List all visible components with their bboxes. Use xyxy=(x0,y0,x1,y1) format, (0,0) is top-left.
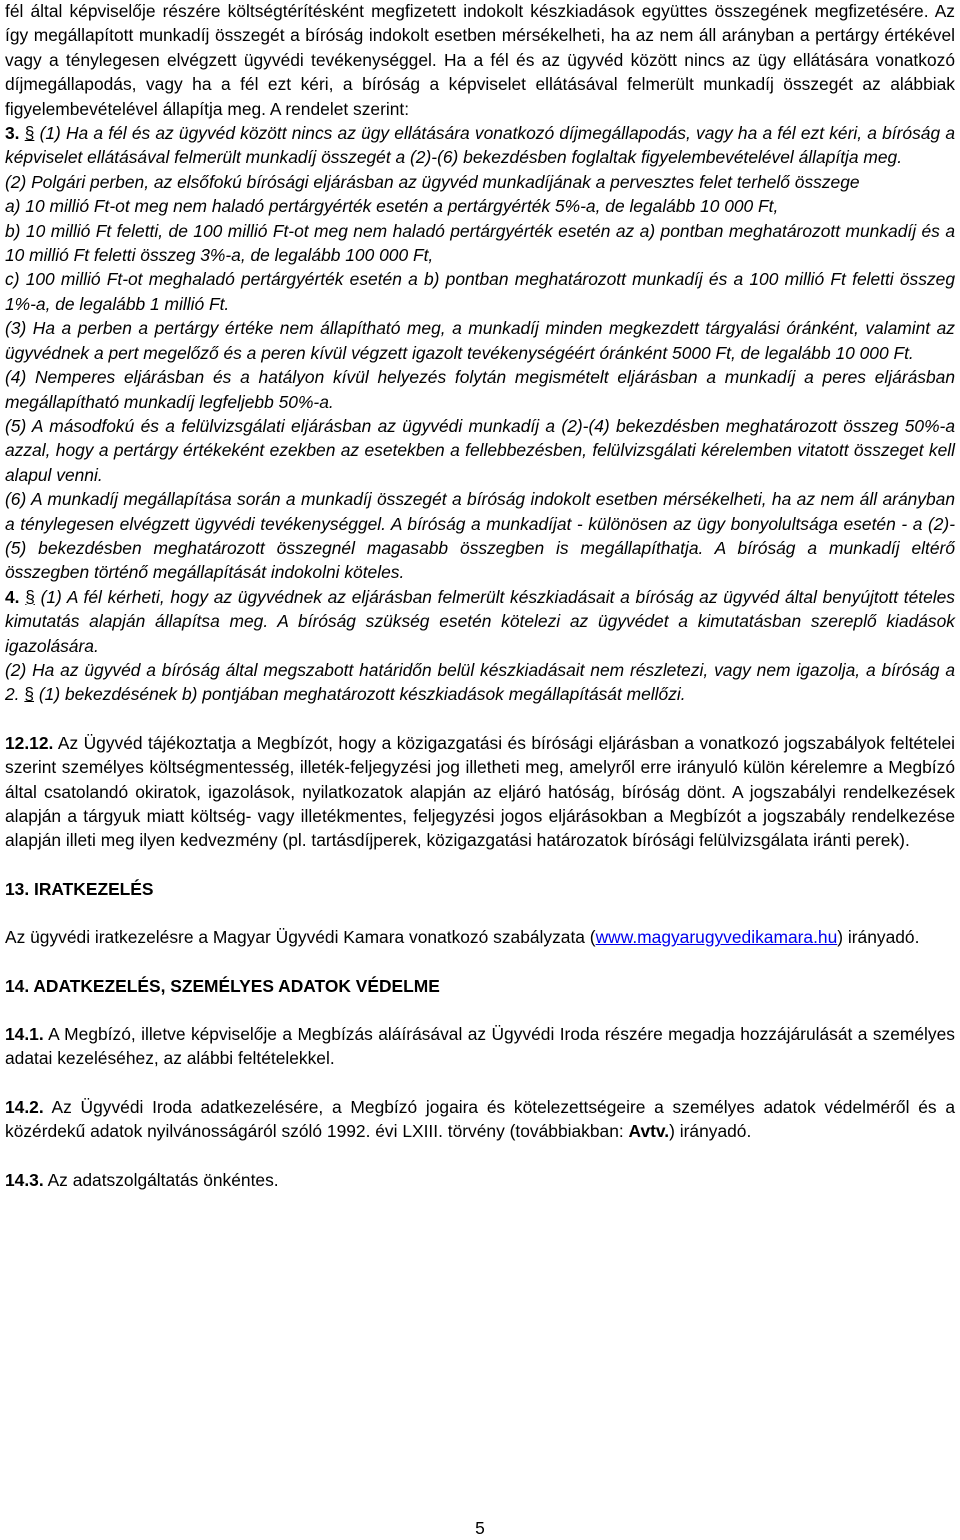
section-4-p1-text: (1) A fél kérheti, hogy az ügyvédnek az eljárásban felmerült készkiadásait a bíróság az ügyvéd által benyújtott tételes kimutatás alapján állapítsa meg. A bíróság szükség esetén kötelezi az ügyvédet a kimutatásban szereplő kiadások igazolására. xyxy=(5,586,955,656)
intro-paragraph: fél által képviselője részére költségtérítésként megfizetett indokolt készkiadások együttes összegének megfizetésére. Az így megállapított munkadíj összegét a bíróság indokolt esetben mérsékelheti, ha az nem áll arányban a pertárgy értékével vagy a ténylegesen elvégzett ügyvédi tevékenységgel. Ha a fél és az ügyvéd között nincs az ügy ellátására vonatkozó díjmegállapodás, vagy ha a fél ezt kéri, a bíróság a képviselet ellátásával felmerült munkadíj összegét az alábbiak figyelembevételével állapítja meg. A rendelet szerint: xyxy=(5,1,955,119)
section-3-paragraph-3: (3) Ha a perben a pertárgy értéke nem állapítható meg, a munkadíj minden megkezdett tárgyalási óránként, valamint az ügyvédnek a pert megelőző és a peren kívül végzett igazolt tevékenységéért óránként 5000 Ft, de legalább 10 000 Ft. xyxy=(5,318,955,363)
clause-14-1 xyxy=(5,1022,955,1071)
section-4-p2-text-before: (2) Ha az ügyvéd a bíróság által megszabott határidőn belül készkiadásait nem részletezi, vagy nem igazolja, a bíróság a 2. xyxy=(5,659,955,705)
section-4-number: 4. xyxy=(5,586,20,607)
section-sign-icon: § xyxy=(24,684,35,705)
clause-14-2-number: 14.2. xyxy=(5,1096,44,1117)
section-3-paragraph-1 xyxy=(5,121,955,170)
clause-14-1-number: 14.1. xyxy=(5,1024,44,1045)
clause-12-12 xyxy=(5,731,955,853)
clause-14-2-text: Az Ügyvédi Iroda adatkezelésére, a Megbízó jogaira és kötelezettségeire a személyes adatok védelméről és a közérdekű adatok nyilvánosságáról szóló 1992. évi LXIII. törvény (továbbiakban: xyxy=(5,1096,955,1142)
section-14-heading-text: 14. ADATKEZELÉS, SZEMÉLYES ADATOK VÉDELME xyxy=(5,975,440,996)
kamara-website-link[interactable]: www.magyarugyvedikamara.hu xyxy=(595,927,838,948)
section-3-paragraph-5: (5) A másodfokú és a felülvizsgálati eljárásban az ügyvédi munkadíj a (2)-(4) bekezdésben meghatározott összeg 50%-a azzal, hogy a pertárgy értékeként ezekben az esetekben a fellebbezésben, felülvizsgálati kérelemben vitatott összeget kell alapul venni. xyxy=(5,415,955,485)
clause-12-12-text: Az Ügyvéd tájékoztatja a Megbízót, hogy a közigazgatási és bírósági eljárásban a vonatkozó jogszabályok feltételei szerint személyes költségmentesség, illeték-feljegyzési jog illetheti meg, amelyről erre irányuló külön kérelemre a Megbízó által csatolandó okiratok, igazolások, nyilatkozatok alapján az eljáró hatóság, bíróság dönt. A jogszabályi rendelkezések alapján a tárgyuk miatt költség- vagy illetékmentes, feljegyzési jogos eljárásokban a Megbízót a jogszabály rendelkezése alapján illeti meg ilyen kedvezmény (pl. tartásdíjperek, közigazgatási határozatok bírósági felülvizsgálata iránti perek). xyxy=(5,732,955,851)
clause-14-2-abbreviation: Avtv. xyxy=(628,1121,670,1142)
section-13-heading-text: 13. IRATKEZELÉS xyxy=(5,878,154,899)
clause-14-2-end: ) irányadó. xyxy=(669,1121,752,1142)
document-page xyxy=(5,0,955,1192)
section-3-paragraph-6: (6) A munkadíj megállapítása során a munkadíj összegét a bíróság indokolt esetben mérsékelheti, ha az nem áll arányban a ténylegesen elvégzett ügyvédi tevékenységgel. A bíróság a munkadíjat - különösen az ügy bonyolultsága esetén - a (2)-(5) bekezdésben meghatározott összegnél magasabb összegben is megállapíthatja. A bíróság a munkadíj eltérő összegben történő megállapítását indokolni köteles. xyxy=(5,489,955,583)
clause-12-12-number: 12.12. xyxy=(5,732,54,753)
section-13-text xyxy=(5,925,955,949)
section-3-point-a: a) 10 millió Ft-ot meg nem haladó pertárgyérték esetén a pertárgyérték 5%-a, de legalább 10 000 Ft, xyxy=(5,196,779,217)
section-sign-icon: § xyxy=(25,586,35,607)
section-13-text-before: Az ügyvédi iratkezelésre a Magyar Ügyvédi Kamara vonatkozó szabályzata ( xyxy=(5,927,596,948)
section-4-paragraph-1 xyxy=(5,585,955,658)
clause-14-3 xyxy=(5,1168,955,1192)
section-3-point-b: b) 10 millió Ft feletti, de 100 millió Ft-ot meg nem haladó pertárgyérték esetén az a) pontban meghatározott munkadíj és a 10 millió Ft feletti összeg 3%-a, de legalább 100 000 Ft, xyxy=(5,220,955,266)
section-3-point-c: c) 100 millió Ft-ot meghaladó pertárgyérték esetén a b) pontban meghatározott munkadíj és a 100 millió Ft feletti összeg 1%-a, de legalább 1 millió Ft. xyxy=(5,269,955,314)
section-4-p2-text-after: (1) bekezdésének b) pontjában meghatározott készkiadások megállapítását mellőzi. xyxy=(38,684,686,705)
section-4-paragraph-2 xyxy=(5,658,955,707)
rendelet-quote xyxy=(5,121,955,707)
section-3-paragraph-4: (4) Nemperes eljárásban és a hatályon kívül helyezés folytán megismételt eljárásban a munkadíj a peres eljárásban megállapítható munkadíj legfeljebb 50%-a. xyxy=(5,367,955,412)
clause-14-3-text: Az adatszolgáltatás önkéntes. xyxy=(47,1169,279,1190)
section-3-p1-text: (1) Ha a fél és az ügyvéd között nincs az ügy ellátására vonatkozó díjmegállapodás, vagy ha a fél ezt kéri, a bíróság a képviselet ellátásával felmerült munkadíj összegét a (2)-(6) bekezdésben foglaltak figyelembevételével állapítja meg. xyxy=(5,123,955,168)
section-13-text-after: ) irányadó. xyxy=(837,927,920,948)
section-3-paragraph-2: (2) Polgári perben, az elsőfokú bírósági eljárásban az ügyvéd munkadíjának a pervesztes felet terhelő összege xyxy=(5,171,860,192)
section-3-number: 3. xyxy=(5,123,20,144)
section-sign-icon: § xyxy=(24,123,35,144)
section-13-heading xyxy=(5,877,955,901)
page-number: 5 xyxy=(475,1518,485,1538)
clause-14-3-number: 14.3. xyxy=(5,1169,44,1190)
clause-14-1-text: A Megbízó, illetve képviselője a Megbízás aláírásával az Ügyvédi Iroda részére megadja hozzájárulását a személyes adatai kezeléséhez, az alábbi feltételekkel. xyxy=(5,1024,955,1069)
clause-14-2 xyxy=(5,1095,955,1144)
section-14-heading xyxy=(5,974,955,998)
